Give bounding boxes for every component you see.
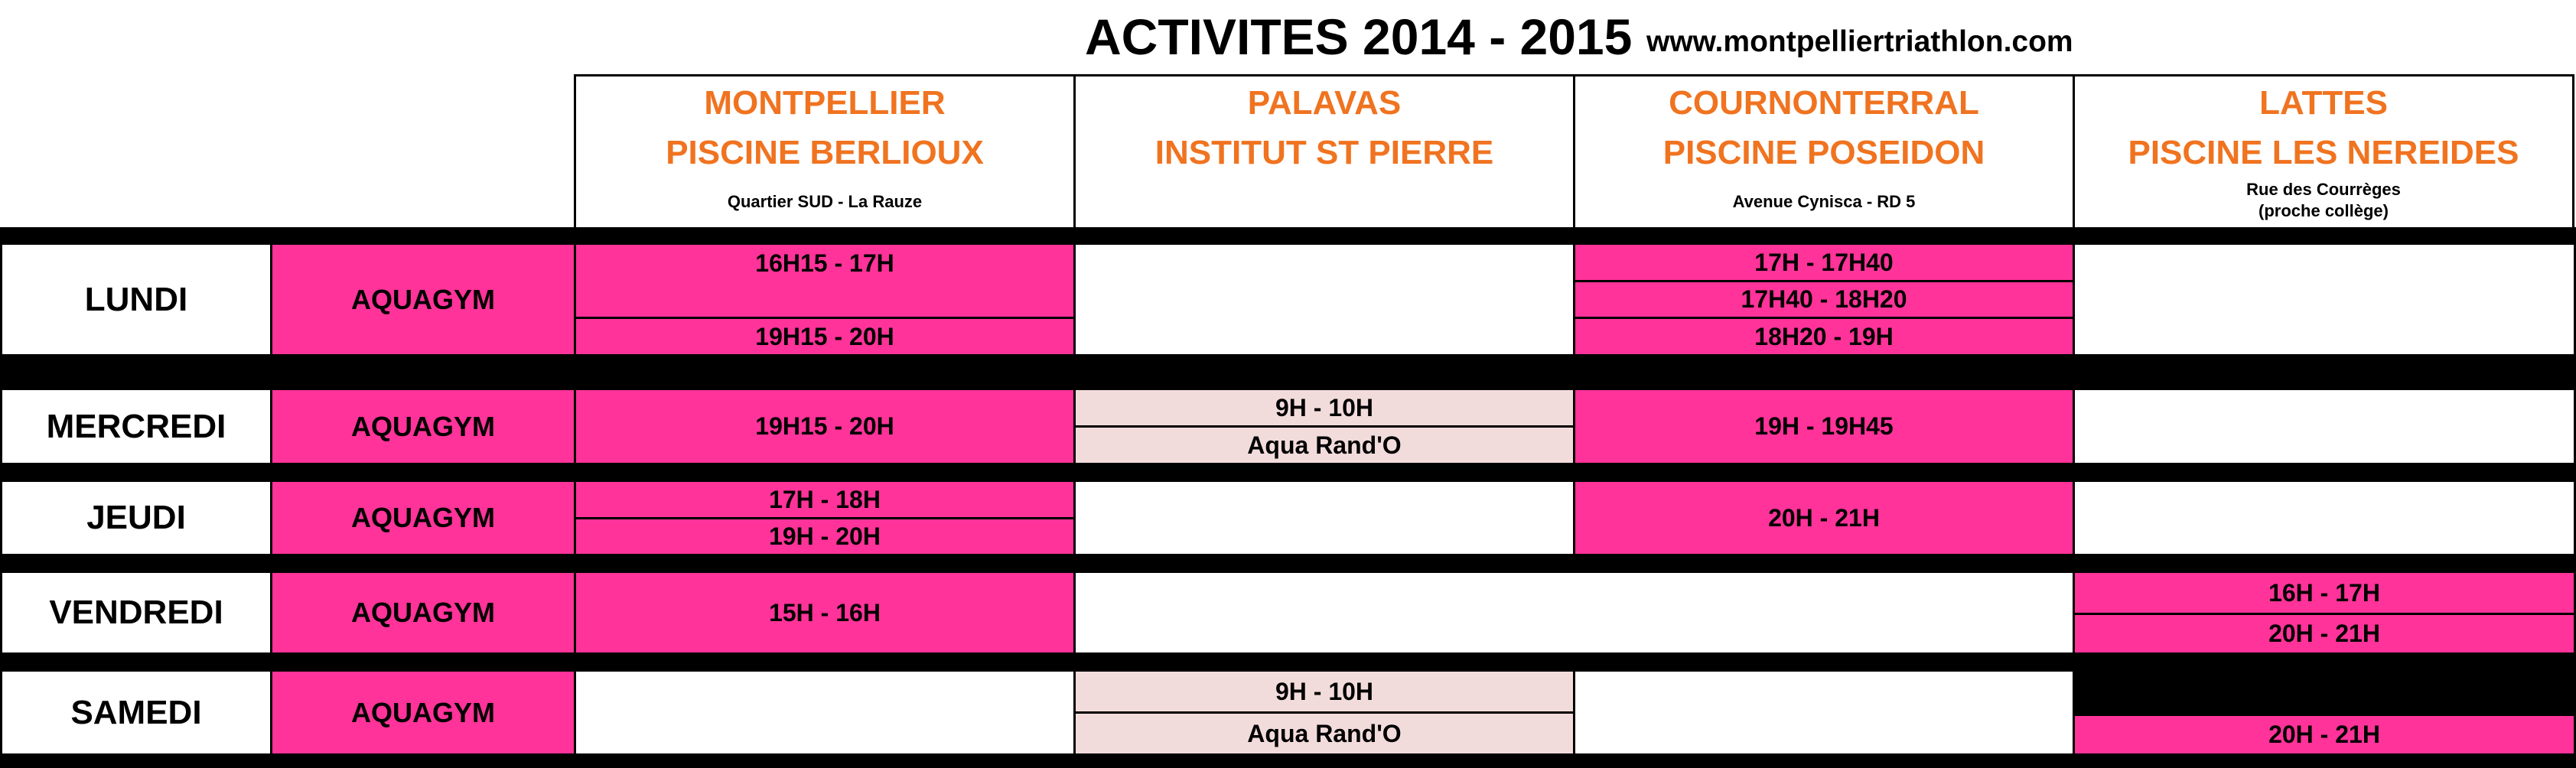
activity-cell: AQUAGYM — [270, 242, 576, 356]
empty-slot — [1073, 480, 1575, 556]
empty-slot — [1073, 571, 2075, 655]
venue-city: COURNONTERRAL — [1669, 84, 1979, 122]
slot-palavas-mercredi-2: Aqua Rand'O — [1073, 425, 1575, 465]
row-separator — [0, 554, 2576, 571]
activity-cell: AQUAGYM — [270, 480, 576, 556]
empty-slot — [1073, 242, 1575, 356]
day-jeudi: JEUDI — [0, 480, 272, 556]
slot-lattes-vendredi-1: 16H - 17H — [2073, 571, 2576, 615]
venue-city: LATTES — [2259, 84, 2388, 122]
slot-cournonterral-lundi-2: 17H40 - 18H20 — [1573, 280, 2075, 319]
day-lundi: LUNDI — [0, 242, 272, 356]
venue-address-line1: Rue des Courrèges — [2246, 180, 2401, 199]
slot-cournonterral-lundi-3: 18H20 - 19H — [1573, 317, 2075, 356]
page-title: ACTIVITES 2014 - 2015 — [1085, 8, 1633, 65]
venue-city: MONTPELLIER — [704, 84, 946, 122]
row-separator — [0, 354, 2576, 388]
venue-pool: PISCINE BERLIOUX — [666, 134, 984, 171]
venue-address: Quartier SUD - La Rauze — [727, 192, 923, 211]
day-vendredi: VENDREDI — [0, 571, 272, 655]
slot-montpellier-lundi-2: 19H15 - 20H — [574, 317, 1076, 356]
slot-montpellier-jeudi-1: 17H - 18H — [574, 480, 1076, 519]
slot-cournonterral-mercredi: 19H - 19H45 — [1573, 388, 2075, 465]
venue-address: Avenue Cynisca - RD 5 — [1732, 192, 1916, 211]
day-mercredi: MERCREDI — [0, 388, 272, 465]
website-url[interactable]: www.montpelliertriathlon.com — [1646, 25, 2073, 58]
slot-cournonterral-jeudi: 20H - 21H — [1573, 480, 2075, 556]
slot-cournonterral-lundi-1: 17H - 17H40 — [1573, 242, 2075, 282]
slot-lattes-vendredi-2: 20H - 21H — [2073, 613, 2576, 655]
day-samedi: SAMEDI — [0, 669, 272, 756]
slot-lattes-samedi: 20H - 21H — [2073, 714, 2576, 756]
venue-pool: PISCINE POSEIDON — [1663, 134, 1985, 171]
venue-header-palavas — [1073, 74, 1575, 227]
venue-header-cournonterral — [1573, 74, 2075, 227]
row-separator — [0, 463, 2576, 480]
empty-slot — [1573, 669, 2075, 756]
empty-slot — [2073, 242, 2576, 356]
slot-palavas-samedi-1: 9H - 10H — [1073, 669, 1575, 714]
activity-cell: AQUAGYM — [270, 669, 576, 756]
venue-pool: INSTITUT ST PIERRE — [1154, 134, 1494, 171]
row-separator — [0, 652, 2576, 669]
venue-pool: PISCINE LES NEREIDES — [2128, 134, 2519, 171]
venue-city: PALAVAS — [1247, 84, 1402, 122]
slot-montpellier-vendredi: 15H - 16H — [574, 571, 1076, 655]
empty-slot — [2073, 480, 2576, 556]
slot-montpellier-jeudi-2: 19H - 20H — [574, 517, 1076, 556]
activity-cell: AQUAGYM — [270, 571, 576, 655]
venue-header-montpellier — [574, 74, 1076, 227]
venue-address-line2: (proche collège) — [2258, 201, 2389, 220]
slot-montpellier-mercredi: 19H15 - 20H — [574, 388, 1076, 465]
empty-slot — [574, 669, 1076, 756]
slot-montpellier-lundi-1: 16H15 - 17H — [574, 242, 1076, 319]
closed-slot — [2073, 669, 2576, 716]
slot-palavas-mercredi-1: 9H - 10H — [1073, 388, 1575, 428]
venue-header-lattes — [2073, 74, 2574, 227]
slot-palavas-samedi-2: Aqua Rand'O — [1073, 711, 1575, 756]
row-separator — [0, 227, 2576, 242]
empty-slot — [2073, 388, 2576, 465]
activity-cell: AQUAGYM — [270, 388, 576, 465]
